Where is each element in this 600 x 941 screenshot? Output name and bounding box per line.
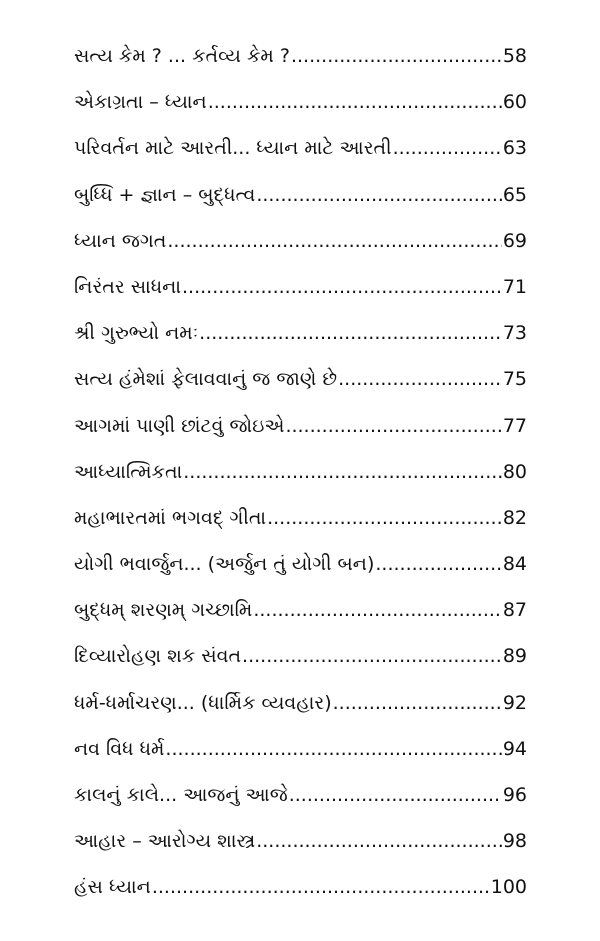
toc-page-number: 80	[502, 460, 527, 483]
toc-entry[interactable]	[74, 737, 527, 783]
toc-entry[interactable]	[74, 829, 527, 875]
toc-entry[interactable]	[74, 367, 527, 413]
toc-entry[interactable]	[74, 783, 527, 829]
toc-entry[interactable]	[74, 644, 527, 690]
toc-entry-title: ધ્યાન જગત	[74, 229, 167, 252]
toc-page-number: 100	[490, 876, 527, 899]
toc-page-number: 58	[502, 45, 527, 67]
toc-entry[interactable]	[74, 691, 527, 737]
toc-entry[interactable]	[74, 598, 527, 644]
toc-entry[interactable]	[74, 275, 527, 321]
toc-dot-leader	[256, 183, 502, 207]
table-of-contents	[74, 44, 527, 922]
toc-entry-title: આધ્યાત્મિકતા	[74, 460, 183, 483]
toc-entry-title: એકાગ્રતા – ધ્યાન	[74, 91, 207, 114]
toc-page-number: 94	[502, 737, 527, 760]
toc-dot-leader	[256, 829, 502, 853]
toc-entry-title: પરિવર્તન માટે આરતી... ધ્યાન માટે આરતી	[74, 137, 392, 160]
toc-entry[interactable]	[74, 90, 527, 136]
toc-entry[interactable]	[74, 875, 527, 921]
toc-entry-title: સત્ય કેમ ? ... કર્તવ્ય કેમ ?	[74, 45, 290, 67]
toc-dot-leader	[152, 875, 490, 899]
toc-entry-title: નવ વિધ ધર્મ	[74, 737, 165, 760]
toc-page-number: 84	[502, 553, 527, 576]
toc-page-number: 82	[502, 506, 527, 529]
toc-entry-title: યોગી ભવાર્જુન... (અર્જુન તું યોગી બન)	[74, 553, 375, 576]
toc-entry[interactable]	[74, 552, 527, 598]
toc-dot-leader	[285, 414, 501, 438]
toc-entry-title: બુધ્ધિ + જ્ઞાન – બુદ્ધત્વ	[74, 183, 256, 206]
toc-dot-leader	[393, 136, 502, 160]
toc-entry[interactable]	[74, 506, 527, 552]
toc-page-number: 65	[502, 183, 527, 206]
toc-dot-leader	[289, 783, 502, 807]
toc-entry[interactable]	[74, 44, 527, 90]
toc-entry[interactable]	[74, 414, 527, 460]
toc-entry[interactable]	[74, 321, 527, 367]
toc-page-number: 98	[502, 830, 527, 853]
toc-entry[interactable]	[74, 136, 527, 182]
toc-page-number: 77	[502, 414, 527, 437]
toc-entry-title: આગમાં પાણી છાંટવું જોઇએ	[74, 414, 285, 437]
toc-entry[interactable]	[74, 460, 527, 506]
toc-entry-title: શ્રી ગુરુભ્યો નમઃ	[74, 322, 199, 345]
toc-entry-title: સત્ય હંમેશાં ફેલાવવાનું જ જાણે છે	[74, 368, 338, 391]
toc-dot-leader	[242, 644, 502, 668]
toc-dot-leader	[338, 367, 502, 391]
toc-page-number: 71	[502, 275, 527, 298]
toc-dot-leader	[165, 737, 501, 761]
toc-page-number: 73	[502, 322, 527, 345]
toc-dot-leader	[167, 229, 501, 253]
toc-dot-leader	[208, 90, 502, 114]
toc-page-number: 63	[502, 137, 527, 160]
toc-entry-title: હંસ ધ્યાન	[74, 876, 151, 899]
toc-dot-leader	[199, 321, 502, 345]
toc-dot-leader	[333, 691, 502, 715]
toc-entry-title: ધર્મ-ધર્માચરણ... (ધાર્મિક વ્યવહાર)	[74, 691, 332, 714]
toc-page-number: 69	[502, 229, 527, 252]
toc-page-number: 75	[502, 368, 527, 391]
toc-entry-title: દિવ્યારોહણ શક સંવત	[74, 645, 242, 668]
toc-dot-leader	[182, 275, 502, 299]
toc-page-number: 60	[502, 91, 527, 114]
toc-dot-leader	[375, 552, 501, 576]
toc-page-number: 96	[502, 784, 527, 806]
toc-dot-leader	[267, 506, 502, 530]
toc-page-number: 92	[502, 691, 527, 714]
toc-entry-title: બુદ્ધમ્ શરણમ્ ગચ્છામિ	[74, 599, 253, 622]
toc-entry-title: કાલનું કાલે... આજનું આજે	[74, 784, 288, 806]
toc-entry-title: આહાર – આરોગ્ય શાસ્ત્ર	[74, 830, 256, 853]
toc-page-number: 89	[502, 645, 527, 668]
toc-dot-leader	[183, 460, 502, 484]
toc-entry[interactable]	[74, 183, 527, 229]
toc-dot-leader	[291, 44, 502, 68]
toc-entry-title: મહાભારતમાં ભગવદ્ ગીતા	[74, 506, 267, 529]
toc-entry-title: નિરંતર સાધના	[74, 275, 181, 298]
toc-page-number: 87	[502, 599, 527, 622]
toc-dot-leader	[253, 598, 501, 622]
toc-entry[interactable]	[74, 229, 527, 275]
